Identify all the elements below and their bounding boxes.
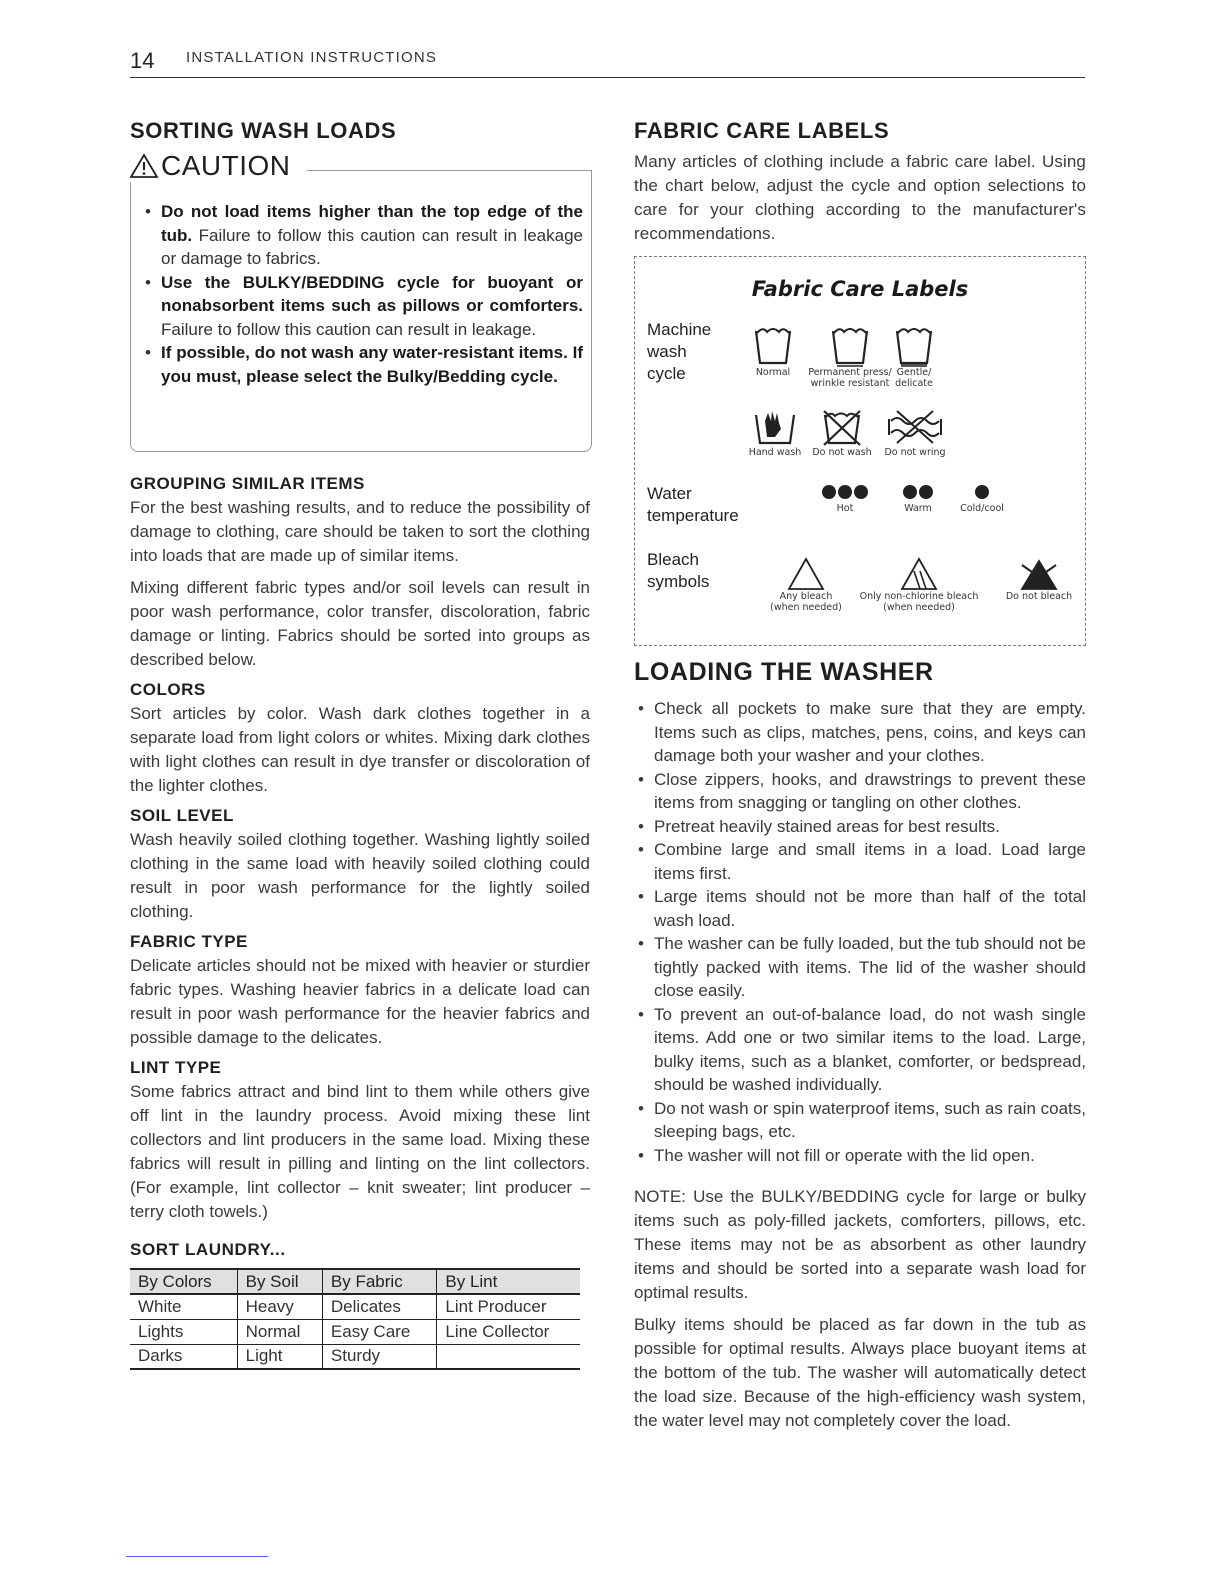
do-not-wash-caption: Do not wash <box>812 447 872 458</box>
list-item: • Large items should not be more than half of the total wash load. <box>634 885 1086 932</box>
loading-title: LOADING THE WASHER <box>634 658 934 686</box>
do-not-bleach-caption: Do not bleach <box>1005 591 1073 602</box>
grouping-section <box>130 474 590 672</box>
list-item: • The washer can be fully loaded, but the tub should not be tightly packed with items. The lid of the washer should close easily. <box>634 932 1086 1003</box>
lint-title: LINT TYPE <box>130 1058 222 1077</box>
sorting-title: SORTING WASH LOADS <box>130 118 397 143</box>
table-row <box>130 1344 580 1369</box>
hot-water-symbol <box>815 485 875 514</box>
list-item: • Close zippers, hooks, and drawstrings to prevent these items from snagging or tangling on other clothes. <box>634 768 1086 815</box>
fabric-text: Delicate articles should not be mixed with heavier or sturdier fabric types. Washing heavier fabrics in a delicate load can result in poor wash performance for the heavier fabrics and possible damage to the delicates. <box>130 956 590 1047</box>
do-not-wring-icon <box>885 407 945 447</box>
soil-section <box>130 806 590 924</box>
caution-title: CAUTION <box>161 150 291 181</box>
note-text: Use the BULKY/BEDDING cycle for large or bulky items such as poly-filled jackets, comforters, pillows, etc. These items may not be as absorbent as other laundry items and should be sorted into a separate wash load for optimal results. <box>634 1187 1086 1302</box>
hand-wash-caption: Hand wash <box>748 447 802 458</box>
gentle-caption-1: Gentle/ <box>896 367 932 378</box>
list-item: • Do not wash or spin waterproof items, such as rain coats, sleeping bags, etc. <box>634 1097 1086 1144</box>
table-cell: Darks <box>130 1344 237 1369</box>
caution-list <box>143 200 583 388</box>
do-not-wash-icon <box>820 407 864 447</box>
any-bleach-caption-2: (when needed) <box>770 602 842 613</box>
bleach-label: Bleach symbols <box>647 550 710 591</box>
table-row <box>130 1319 580 1344</box>
list-item: • Pretreat heavily stained areas for best results. <box>634 815 1086 839</box>
wash-tub-icon <box>753 323 793 367</box>
table-cell: White <box>130 1294 237 1319</box>
warning-triangle-icon <box>129 153 159 179</box>
table-cell: Light <box>237 1344 322 1369</box>
chart-title: Fabric Care Labels <box>751 277 969 301</box>
do-not-bleach-icon <box>1018 557 1060 591</box>
caution-box <box>130 150 592 452</box>
lint-section <box>130 1058 590 1224</box>
page-number: 14 <box>130 48 155 73</box>
table-cell: Sturdy <box>322 1344 436 1369</box>
fabric-care-title: FABRIC CARE LABELS <box>634 118 890 143</box>
caution-item: • Use the BULKY/BEDDING cycle for buoyant or nonabsorbent items such as pillows or comforters. Failure to follow this caution can result in leakage. <box>143 271 583 342</box>
temp-dot-icon <box>838 485 852 499</box>
table-cell: Lights <box>130 1319 237 1344</box>
soil-text: Wash heavily soiled clothing together. Washing lightly soiled clothing in the same load with heavily soiled clothing could result in poor wash performance for the lightly soiled clothing. <box>130 830 590 921</box>
grouping-paragraph-1: For the best washing results, and to reduce the possibility of damage to clothing, care should be taken to sort the clothing into loads that are made up of similar items. <box>130 498 590 565</box>
normal-caption: Normal <box>755 367 791 378</box>
temp-dot-icon <box>903 485 917 499</box>
fabric-section <box>130 932 590 1050</box>
list-item: • Check all pockets to make sure that they are empty. Items such as clips, matches, pens, coins, and keys can damage both your washer and your clothes. <box>634 697 1086 768</box>
table-header: By Soil <box>237 1269 322 1294</box>
table-cell: Delicates <box>322 1294 436 1319</box>
table-header: By Lint <box>437 1269 580 1294</box>
hand-wash-icon <box>753 407 797 447</box>
colors-section <box>130 680 590 798</box>
temp-dot-icon <box>919 485 933 499</box>
list-item: • Combine large and small items in a load. Load large items first. <box>634 838 1086 885</box>
bleach-triangle-icon <box>787 557 825 591</box>
caution-divider <box>307 170 591 171</box>
table-cell: Lint Producer <box>437 1294 580 1319</box>
list-item: • The washer will not fill or operate with the lid open. <box>634 1144 1086 1168</box>
grouping-paragraph-2: Mixing different fabric types and/or soil levels can result in poor wash performance, color transfer, discoloration, fabric damage or linting. Fabrics should be sorted into groups as described below. <box>130 578 590 669</box>
do-not-bleach-symbol <box>999 557 1079 602</box>
right-column <box>634 118 1086 1441</box>
note-paragraph <box>634 1185 1086 1305</box>
wash-tub-permanent-press-icon <box>830 323 870 367</box>
list-item: • To prevent an out-of-balance load, do not wash single items. Add one or two similar items to the load. Large, bulky items, such as a blanket, comforter, or bedspread, should be washed individually. <box>634 1003 1086 1097</box>
header-section-title: INSTALLATION INSTRUCTIONS <box>186 49 438 66</box>
caution-item: • Do not load items higher than the top edge of the tub. Failure to follow this caution can result in leakage or damage to fabrics. <box>143 200 583 271</box>
warm-caption: Warm <box>904 503 932 514</box>
non-chlorine-bleach-icon <box>900 557 938 591</box>
table-cell: Normal <box>237 1319 322 1344</box>
sort-laundry-title: SORT LAUNDRY... <box>130 1240 286 1259</box>
temp-dot-icon <box>822 485 836 499</box>
footer-rule <box>126 1556 268 1557</box>
caution-item: • If possible, do not wash any water-resistant items. If you must, please select the Bulky/Bedding cycle. <box>143 341 583 388</box>
machine-wash-label: Machine wash cycle <box>647 320 712 383</box>
wash-tub-gentle-icon <box>894 323 934 367</box>
table-header: By Colors <box>130 1269 237 1294</box>
non-chlorine-bleach-symbol <box>857 557 981 613</box>
do-not-wring-symbol <box>873 407 957 458</box>
table-header: By Fabric <box>322 1269 436 1294</box>
grouping-title: GROUPING SIMILAR ITEMS <box>130 474 365 493</box>
temp-dot-icon <box>975 485 989 499</box>
soil-title: SOIL LEVEL <box>130 806 234 825</box>
fabric-title: FABRIC TYPE <box>130 932 248 951</box>
table-cell: Easy Care <box>322 1319 436 1344</box>
do-not-wring-caption: Do not wring <box>884 447 946 458</box>
left-column <box>130 118 590 1370</box>
water-temp-label: Water temperature <box>647 484 739 525</box>
non-chlorine-caption-1: Only non-chlorine bleach <box>859 591 979 602</box>
loading-list <box>634 697 1086 1167</box>
table-cell: Line Collector <box>437 1319 580 1344</box>
permanent-caption-1: Permanent press/ <box>808 367 892 378</box>
do-not-wash-symbol <box>807 407 877 458</box>
cold-caption: Cold/cool <box>960 503 1004 514</box>
permanent-caption-2: wrinkle resistant <box>810 378 890 389</box>
colors-title: COLORS <box>130 680 206 699</box>
sort-laundry-table <box>130 1268 580 1370</box>
hand-wash-symbol <box>745 407 805 458</box>
warm-water-symbol <box>893 485 943 514</box>
page-header <box>130 46 1085 78</box>
table-header-row <box>130 1269 580 1294</box>
hot-caption: Hot <box>836 503 854 514</box>
cold-water-symbol <box>957 485 1007 514</box>
temp-dot-icon <box>854 485 868 499</box>
table-cell <box>437 1344 580 1369</box>
lint-text: Some fabrics attract and bind lint to them while others give off lint in the laundry process. Avoid mixing these lint collectors and lint producers in the same load. Mixing these fabrics will result in pilling and linting on the lint collectors. (For example, lint collector – knit sweater; lint producer – terry cloth towels.) <box>130 1082 590 1221</box>
any-bleach-symbol <box>761 557 851 613</box>
final-paragraph: Bulky items should be placed as far down in the tub as possible for optimal results. Always place buoyant items at the bottom of the tub. The washer will automatically detect the load size. Because of the high-efficiency wash system, the water level may not completely cover the load. <box>634 1315 1086 1430</box>
any-bleach-caption-1: Any bleach <box>779 591 833 602</box>
fabric-care-intro: Many articles of clothing include a fabric care label. Using the chart below, adjust the cycle and option selections to care for your clothing according to the manufacturer's recommendations. <box>634 152 1086 243</box>
gentle-caption-2: delicate <box>895 378 933 389</box>
table-row <box>130 1294 580 1319</box>
fabric-care-chart <box>634 256 1086 646</box>
non-chlorine-caption-2: (when needed) <box>883 602 955 613</box>
gentle-wash-symbol <box>879 323 949 389</box>
note-label: NOTE: <box>634 1187 686 1206</box>
colors-text: Sort articles by color. Wash dark clothes together in a separate load from light colors or whites. Mixing dark clothes with light clothes can result in dye transfer or discoloration of the lighter clothes. <box>130 704 590 795</box>
caution-heading <box>129 150 297 182</box>
table-cell: Heavy <box>237 1294 322 1319</box>
